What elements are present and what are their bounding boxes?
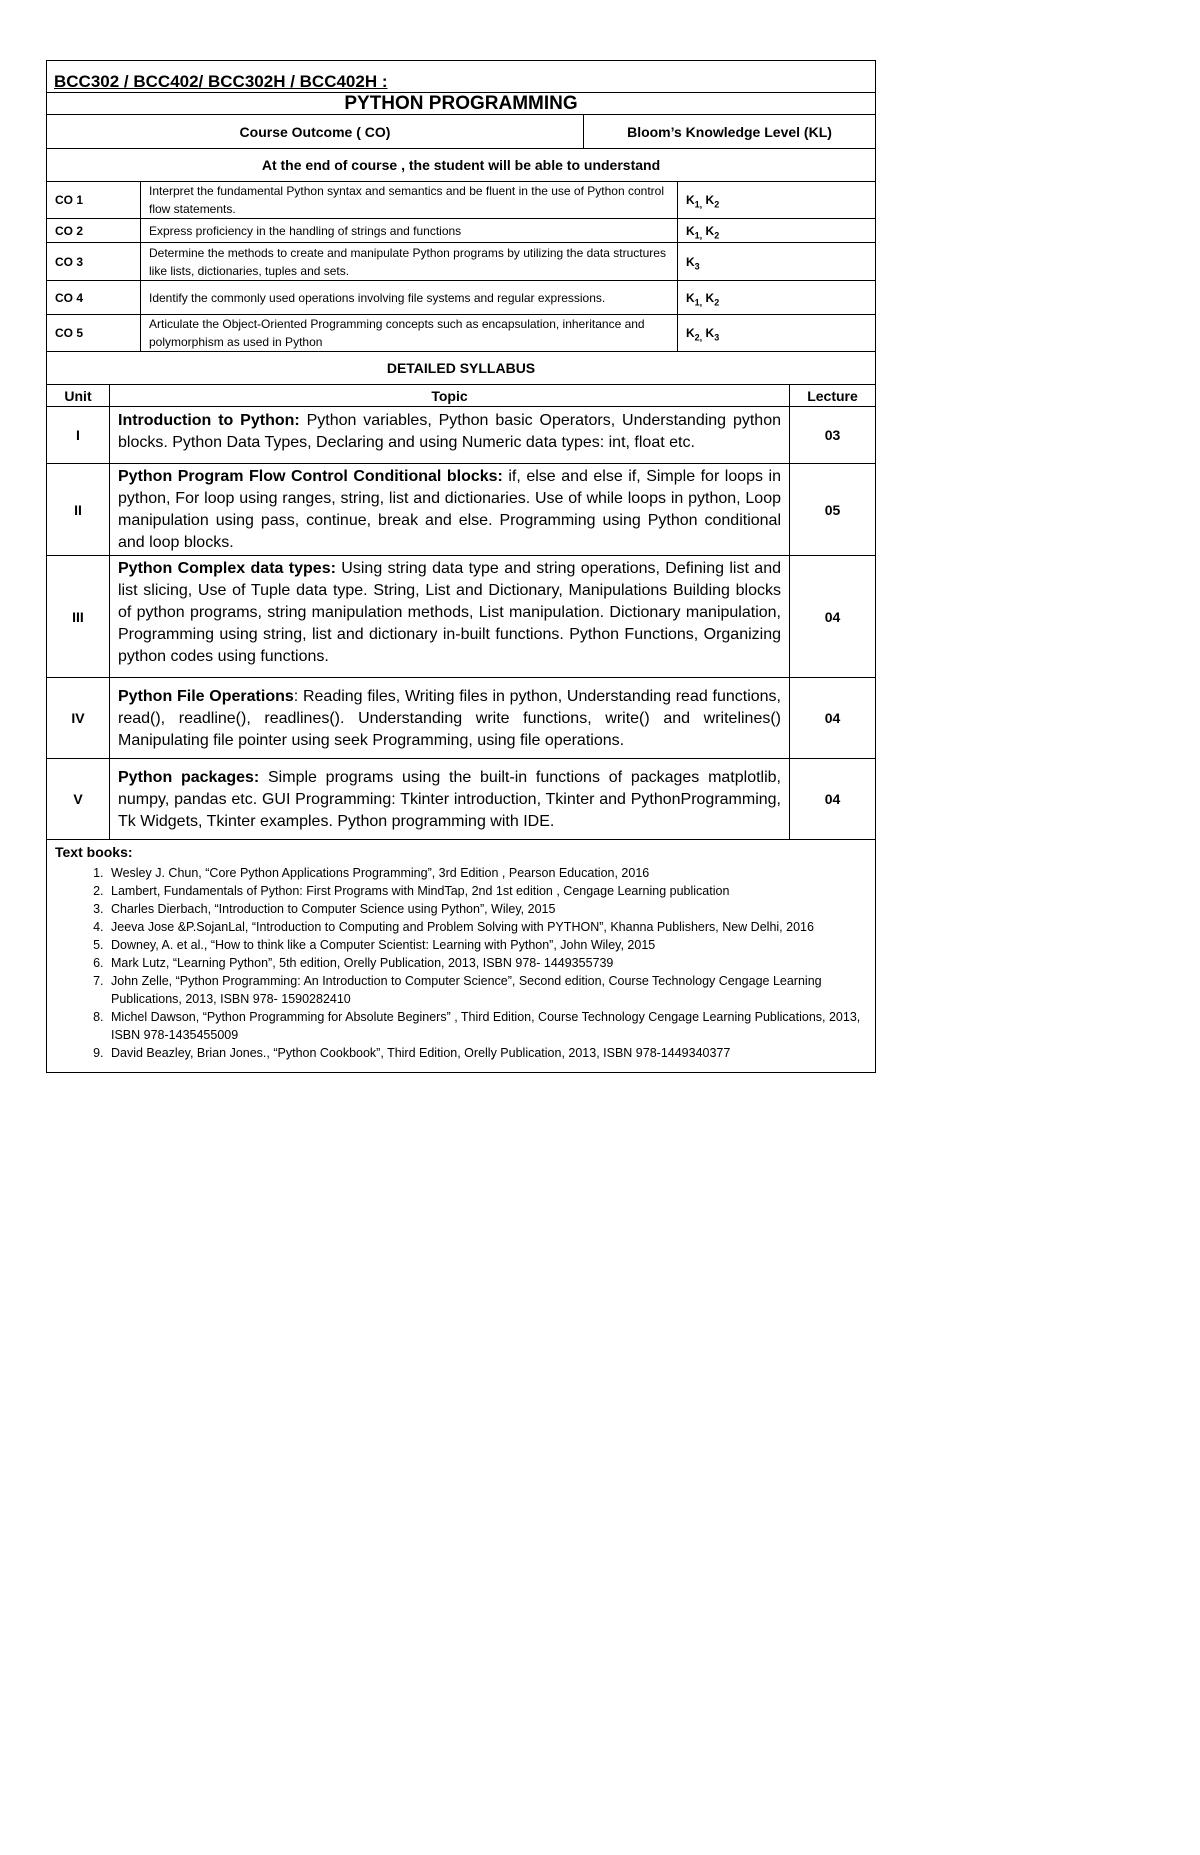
outcome-id: CO 2 — [47, 219, 141, 242]
unit-number: V — [47, 759, 110, 839]
unit-topic-heading: Python File Operations — [118, 688, 294, 705]
unit-topic-heading: Python Program Flow Control Conditional blocks: — [118, 468, 503, 485]
outcome-text: Interpret the fundamental Python syntax and semantics and be fluent in the use of Python control flow statements. — [141, 182, 678, 218]
unit-number: III — [47, 556, 110, 677]
outcome-kl: $K_3$ — [686, 254, 700, 271]
textbook-item: 2. Lambert, Fundamentals of Python: First Programs with MindTap, 2nd 1st edition , Cengage Learning publication — [107, 882, 867, 900]
outcome-row — [47, 219, 875, 243]
outcome-id: CO 4 — [47, 281, 141, 314]
outcome-header-row — [47, 115, 875, 149]
syllabus-header-row — [47, 385, 875, 407]
unit-row — [47, 678, 875, 759]
outcome-row — [47, 315, 875, 352]
syllabus-document — [46, 60, 876, 1073]
outcome-row — [47, 243, 875, 281]
outcome-kl: $K_{1,}$ $K_2$ — [686, 223, 720, 240]
unit-topic-text: : Reading files, Writing files in python, Understanding read functions, read(), readline(), readlines(). Understanding write functions, write() and writelines() Manipulating file pointer using seek Programming, using file operations. — [118, 688, 781, 749]
unit-header: Unit — [47, 385, 110, 406]
textbook-item: 6. Mark Lutz, “Learning Python”, 5th edition, Orelly Publication, 2013, ISBN 978- 1449355739 — [107, 954, 867, 972]
outcome-intro: At the end of course , the student will be able to understand — [47, 149, 875, 182]
unit-lectures: 05 — [824, 501, 841, 518]
unit-topic-heading: Python packages: — [118, 769, 260, 786]
textbooks-title: Text books: — [55, 844, 133, 860]
unit-row — [47, 464, 875, 556]
unit-topic-text: if, else and else if, Simple for loops in python, For loop using ranges, string, list and dictionaries. Use of while loops in python, Loop manipulation using pass, continue, break and else. Programming using Python conditional and loop blocks. — [118, 468, 782, 551]
outcome-row — [47, 281, 875, 315]
detailed-syllabus-heading: DETAILED SYLLABUS — [47, 352, 875, 385]
textbook-item: 3. Charles Dierbach, “Introduction to Computer Science using Python”, Wiley, 2015 — [107, 900, 867, 918]
outcome-id: CO 3 — [47, 243, 141, 280]
textbook-item: 7. John Zelle, “Python Programming: An Introduction to Computer Science”, Second edition, Course Technology Cengage Learning Publications, 2013, ISBN 978- 1590282410 — [107, 972, 867, 1008]
textbook-item: 5. Downey, A. et al., “How to think like a Computer Scientist: Learning with Python”, John Wiley, 2015 — [107, 936, 867, 954]
subject-title: PYTHON PROGRAMMING — [47, 93, 875, 115]
textbooks-list — [55, 864, 867, 1062]
unit-topic-heading: Python Complex data types: — [118, 560, 336, 577]
unit-lectures: 04 — [824, 710, 841, 726]
outcome-row — [47, 182, 875, 219]
unit-topic-text: Using string data type and string operations, Defining list and list slicing, Use of Tuple data type. String, List and Dictionary, Manipulations Building blocks of python programs, string manipulation methods, List manipulation. Dictionary manipulation, Programming using string, list and dictionary in-built functions. Python Functions, Organizing python codes using functions. — [118, 560, 781, 665]
outcome-kl: $K_{2,}$ $K_3$ — [686, 326, 720, 343]
unit-row — [47, 759, 875, 840]
outcome-id: CO 5 — [47, 315, 141, 351]
unit-number: I — [47, 407, 110, 463]
outcome-kl: $K_{1,}$ $K_2$ — [686, 290, 720, 307]
textbooks-section — [47, 840, 875, 1072]
unit-topic — [110, 407, 790, 463]
unit-topic — [110, 556, 790, 677]
outcome-text: Identify the commonly used operations involving file systems and regular expressions. — [141, 281, 678, 314]
course-code: BCC302 / BCC402/ BCC302H / BCC402H : — [47, 61, 875, 93]
textbook-item: 9. David Beazley, Brian Jones., “Python Cookbook”, Third Edition, Orelly Publication, 2013, ISBN 978-1449340377 — [107, 1044, 867, 1062]
outcome-text: Express proficiency in the handling of strings and functions — [141, 219, 678, 242]
lecture-header: Lecture — [807, 387, 858, 404]
textbook-item: 8. Michel Dawson, “Python Programming for Absolute Beginers” , Third Edition, Course Technology Cengage Learning Publications, 2013, ISBN 978-1435455009 — [107, 1008, 867, 1044]
unit-lectures: 03 — [824, 427, 841, 443]
unit-number: IV — [47, 678, 110, 758]
outcome-text: Determine the methods to create and manipulate Python programs by utilizing the data structures like lists, dictionaries, tuples and sets. — [141, 243, 678, 280]
unit-topic-heading: Introduction to Python: — [118, 412, 300, 429]
topic-header: Topic — [110, 385, 790, 406]
textbook-item: 4. Jeeva Jose &P.SojanLal, “Introduction to Computing and Problem Solving with PYTHON”, Khanna Publishers, New Delhi, 2016 — [107, 918, 867, 936]
unit-topic — [110, 759, 790, 839]
unit-lectures: 04 — [824, 791, 841, 807]
unit-row — [47, 407, 875, 464]
unit-topic — [110, 678, 790, 758]
textbook-item: 1. Wesley J. Chun, “Core Python Applications Programming”, 3rd Edition , Pearson Education, 2016 — [107, 864, 867, 882]
unit-row — [47, 556, 875, 678]
outcome-kl: $K_{1,}$ $K_2$ — [686, 193, 720, 210]
outcome-id: CO 1 — [47, 182, 141, 218]
unit-topic — [110, 464, 790, 555]
knowledge-level-header: Bloom’s Knowledge Level (KL) — [627, 123, 832, 140]
course-outcome-header: Course Outcome ( CO) — [47, 115, 584, 148]
unit-lectures: 04 — [824, 608, 841, 625]
unit-topic-text: Python variables, Python basic Operators, Understanding python blocks. Python Data Types, Declaring and using Numeric data types: int, float etc. — [118, 412, 781, 451]
outcome-text: Articulate the Object-Oriented Programming concepts such as encapsulation, inheritance and polymorphism as used in Python — [141, 315, 678, 351]
unit-topic-text: Simple programs using the built-in functions of packages matplotlib, numpy, pandas etc. GUI Programming: Tkinter introduction, Tkinter and PythonProgramming, Tk Widgets, Tkinter examples. Python programming with IDE. — [118, 769, 781, 830]
unit-number: II — [47, 464, 110, 555]
